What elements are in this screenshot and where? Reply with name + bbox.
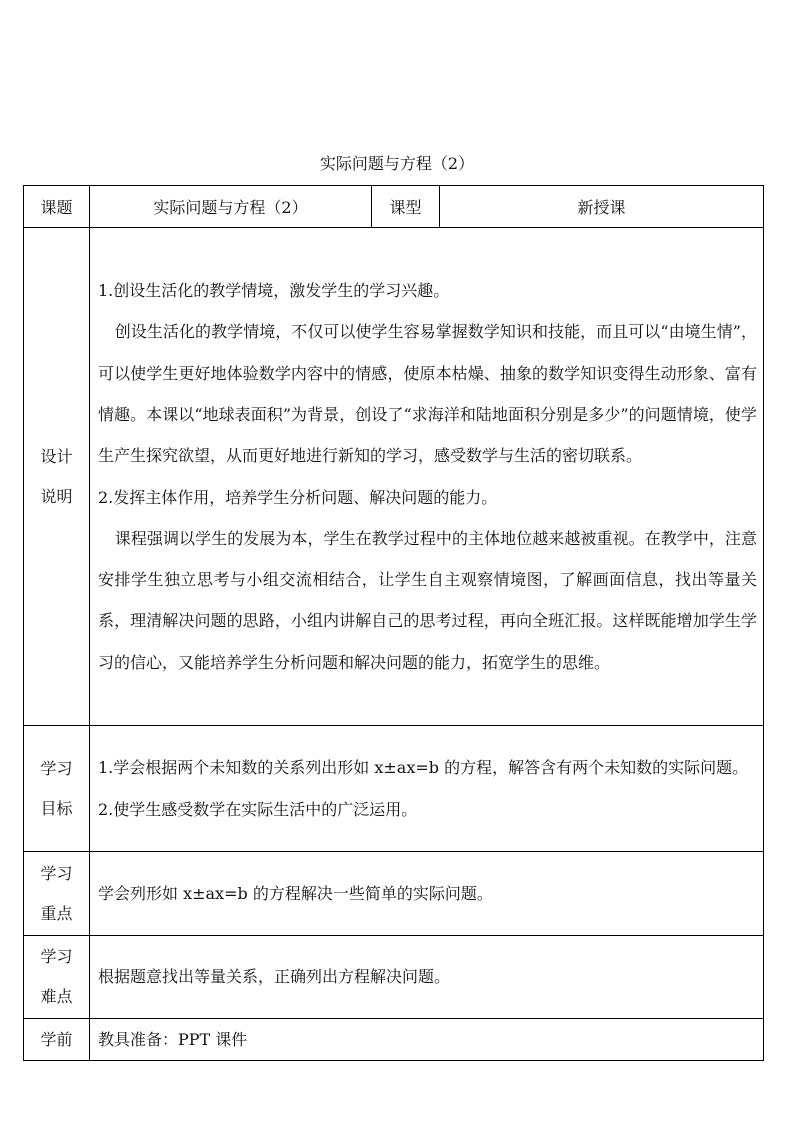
difficulty-label	[24, 936, 90, 1019]
topic-label: 课题	[24, 186, 90, 228]
goals-label-line1: 学习	[40, 758, 73, 778]
lesson-type-label: 课型	[372, 186, 440, 228]
topic-value: 实际问题与方程（2）	[90, 186, 372, 228]
goals-row	[24, 726, 764, 852]
focus-row	[24, 852, 764, 936]
prep-row	[24, 1019, 764, 1061]
design-label-line2: 说明	[40, 486, 73, 506]
goal-item-2: 2.使学生感受数学在实际生活中的广泛运用。	[98, 799, 418, 819]
focus-label-line2: 重点	[40, 903, 73, 923]
goals-label-line2: 目标	[40, 798, 73, 818]
difficulty-content: 根据题意找出等量关系，正确列出方程解决问题。	[90, 936, 764, 1019]
lesson-type-value: 新授课	[440, 186, 764, 228]
design-row	[24, 228, 764, 726]
prep-content: 教具准备：PPT 课件	[90, 1019, 764, 1061]
lesson-plan-table	[23, 185, 764, 1061]
design-point1-heading: 1.创设生活化的教学情境，激发学生的学习兴趣。	[98, 281, 450, 301]
goals-label	[24, 726, 90, 852]
design-point2-heading: 2.发挥主体作用，培养学生分析问题、解决问题的能力。	[98, 487, 498, 507]
design-label	[24, 228, 90, 726]
design-content	[90, 228, 764, 726]
header-row	[24, 186, 764, 228]
difficulty-label-line1: 学习	[40, 947, 73, 966]
difficulty-row	[24, 936, 764, 1019]
difficulty-label-line2: 难点	[40, 987, 73, 1006]
goal-item-1: 1.学会根据两个未知数的关系列出形如 x±ax=b 的方程，解答含有两个未知数的实际问题。	[98, 757, 749, 777]
focus-content: 学会列形如 x±ax=b 的方程解决一些简单的实际问题。	[90, 852, 764, 936]
prep-label: 学前	[24, 1019, 90, 1061]
focus-label	[24, 852, 90, 936]
focus-label-line1: 学习	[40, 863, 73, 883]
design-label-line1: 设计	[40, 446, 73, 466]
design-point2-body: 课程强调以学生的发展为本，学生在教学过程中的主体地位越来越被重视。在教学中，注意安排学生独立思考与小组交流相结合，让学生自主观察情境图，了解画面信息，找出等量关系，理清解决问题的思路，小组内讲解自己的思考过程，再向全班汇报。这样既能增加学生学习的信心，又能培养学生分析问题和解决问题的能力，拓宽学生的思维。	[98, 528, 757, 672]
document-title: 实际问题与方程（2）	[319, 154, 475, 173]
goals-content	[90, 726, 764, 852]
design-point1-body: 创设生活化的教学情境，不仅可以使学生容易掌握数学知识和技能，而且可以“由境生情”，可以使学生更好地体验数学内容中的情感，使原本枯燥、抽象的数学知识变得生动形象、富有情趣。本课以“地球表面积”为背景，创设了“求海洋和陆地面积分别是多少”的问题情境，使学生产生探究欲望，从而更好地进行新知的学习，感受数学与生活的密切联系。	[98, 322, 757, 466]
